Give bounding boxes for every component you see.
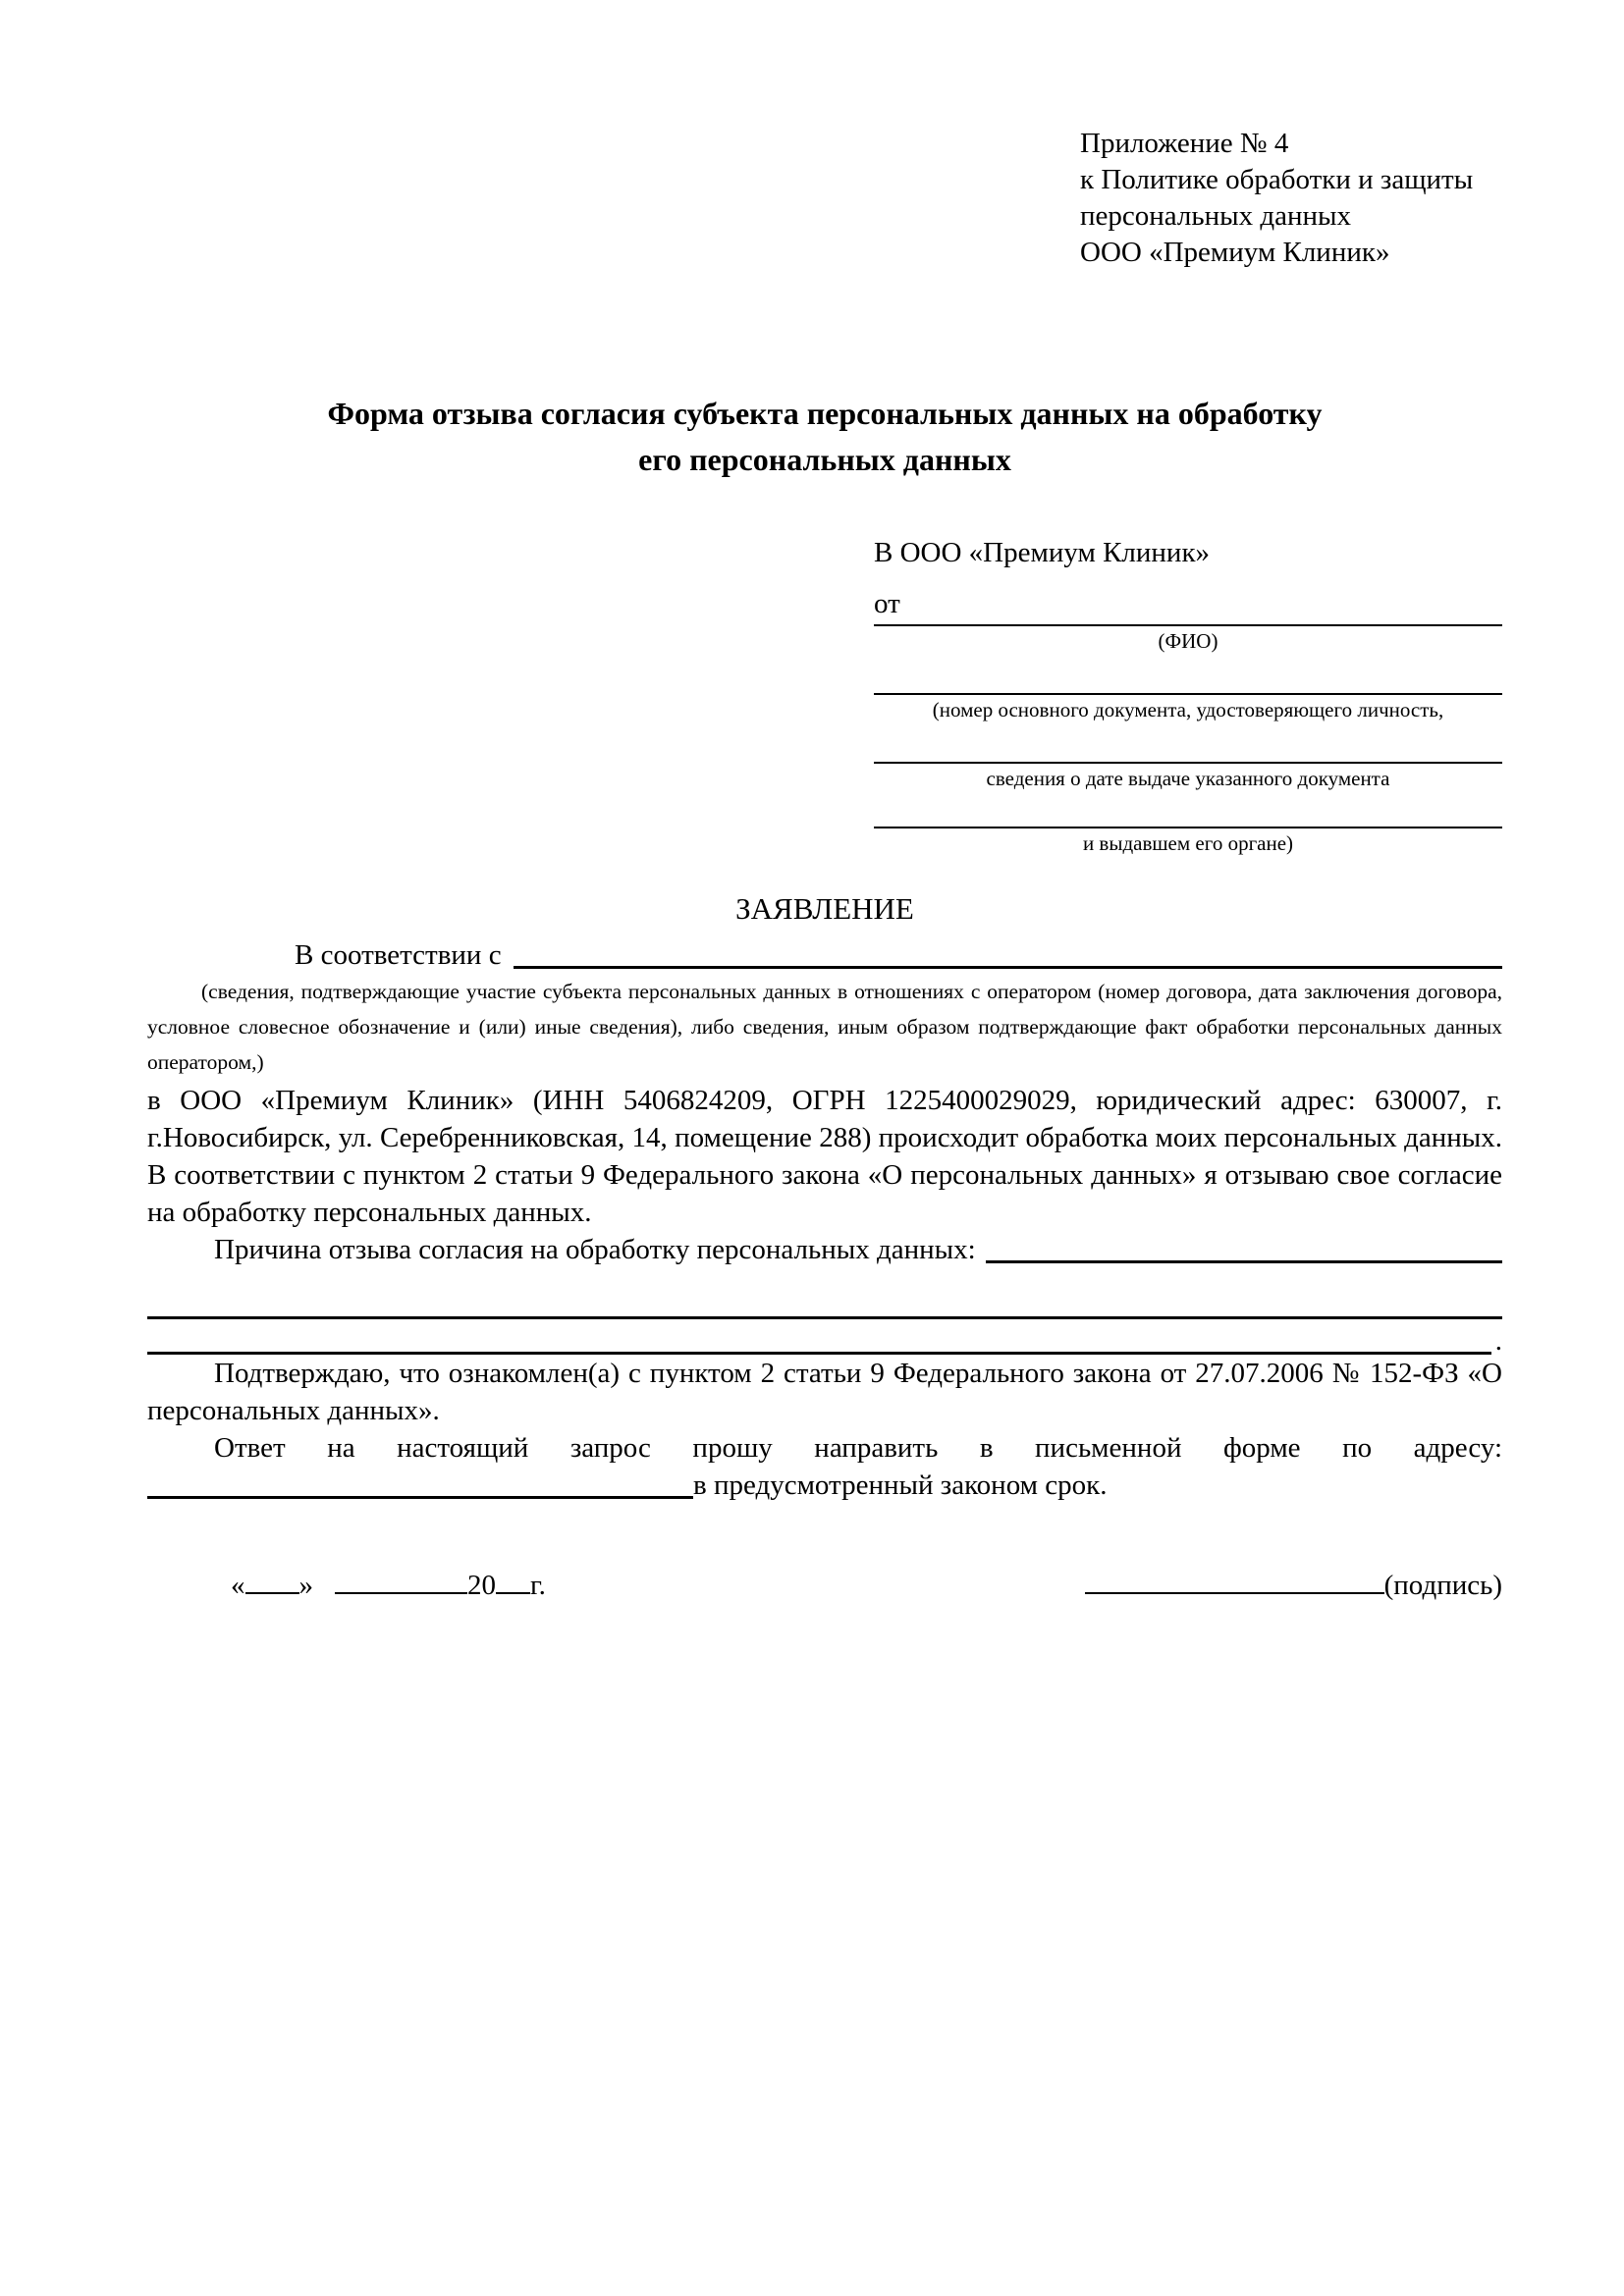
addressee-block (874, 534, 1502, 856)
doc-date-blank-line (874, 722, 1502, 764)
day-blank-line (245, 1565, 299, 1594)
appendix-line: Приложение № 4 (1080, 128, 1289, 159)
doc-date-caption: сведения о дате выдаче указанного документа (986, 767, 1390, 790)
doc-issuer-blank-line (874, 791, 1502, 828)
date-field (231, 1565, 546, 1604)
reason-blank-line (986, 1231, 1502, 1263)
reason-label: Причина отзыва согласия на обработку персональных данных: (214, 1234, 976, 1265)
appendix-note (1080, 126, 1502, 271)
document-title-line1: Форма отзыва согласия субъекта персональных данных на обработку (327, 396, 1323, 431)
day-quote-close: » (298, 1570, 313, 1601)
doc-number-blank-line (874, 654, 1502, 695)
reply-address-blank-line (147, 1467, 693, 1499)
basis-blank-line (514, 936, 1502, 969)
appendix-line: ООО «Премиум Клиник» (1080, 237, 1390, 268)
reason-extra-line-1 (147, 1284, 1502, 1319)
year-suffix: г. (530, 1570, 546, 1601)
doc-number-caption: (номер основного документа, удостоверяющего личность, (932, 698, 1444, 721)
reply-address-row (147, 1467, 1502, 1504)
confirmation-paragraph: Подтверждаю, что ознакомлен(а) с пунктом 2 статьи 9 Федерального закона от 27.07.2006 № 152-ФЗ «О персональных данных». (147, 1358, 1502, 1426)
reason-extra-rule-2 (147, 1319, 1491, 1355)
document-title-line2: его персональных данных (638, 442, 1011, 477)
signature-caption: (подпись) (1383, 1570, 1502, 1601)
footer-row (147, 1565, 1502, 1604)
reply-paragraph: Ответ на настоящий запрос прошу направить в письменной форме по адресу: (214, 1432, 1502, 1464)
day-quote-open: « (231, 1570, 245, 1601)
addressee-org: В ООО «Премиум Клиник» (874, 537, 1211, 568)
reason-extra-line-2 (147, 1319, 1502, 1355)
reason-row (147, 1231, 1502, 1268)
basis-fine-print: (сведения, подтверждающие участие субъекта персональных данных в отношениях с оператором (номер договора, дата заключения договора, условное словесное обозначение и (или) иные сведения), либо сведения, иным образом подтверждающие факт обработки персональных данных оператором,) (147, 980, 1502, 1074)
signature-blank-line (1085, 1565, 1384, 1594)
doc-issuer-caption: и выдавшем его органе) (1082, 831, 1294, 855)
reply-suffix: в предусмотренный законом срок. (693, 1469, 1108, 1501)
fio-caption: (ФИО) (1158, 629, 1218, 653)
year-blank-line (496, 1565, 530, 1594)
basis-row (147, 936, 1502, 974)
signature-field (1085, 1565, 1502, 1604)
appendix-line: к Политике обработки и защиты (1080, 164, 1474, 195)
month-blank-line (335, 1565, 467, 1594)
from-label: от (874, 588, 900, 619)
main-paragraph: в ООО «Премиум Клиник» (ИНН 5406824209, ОГРН 1225400029029, юридический адрес: 630007, г. г.Новосибирск, ул. Серебренниковская, 14, помещение 288) происходит обработка моих персональных данных. В соответствии с пунктом 2 статьи 9 Федерального закона «О персональных данных» я отзываю свое согласие на обработку персональных данных. (147, 1085, 1502, 1228)
reason-extra-rule-1 (147, 1284, 1502, 1319)
document-title (147, 391, 1502, 483)
reason-end-period: . (1494, 1325, 1502, 1357)
year-prefix: 20 (467, 1570, 496, 1601)
appendix-line: персональных данных (1080, 200, 1352, 232)
basis-prefix: В соответствии с (295, 939, 502, 971)
statement-heading: ЗАЯВЛЕНИЕ (735, 891, 914, 926)
